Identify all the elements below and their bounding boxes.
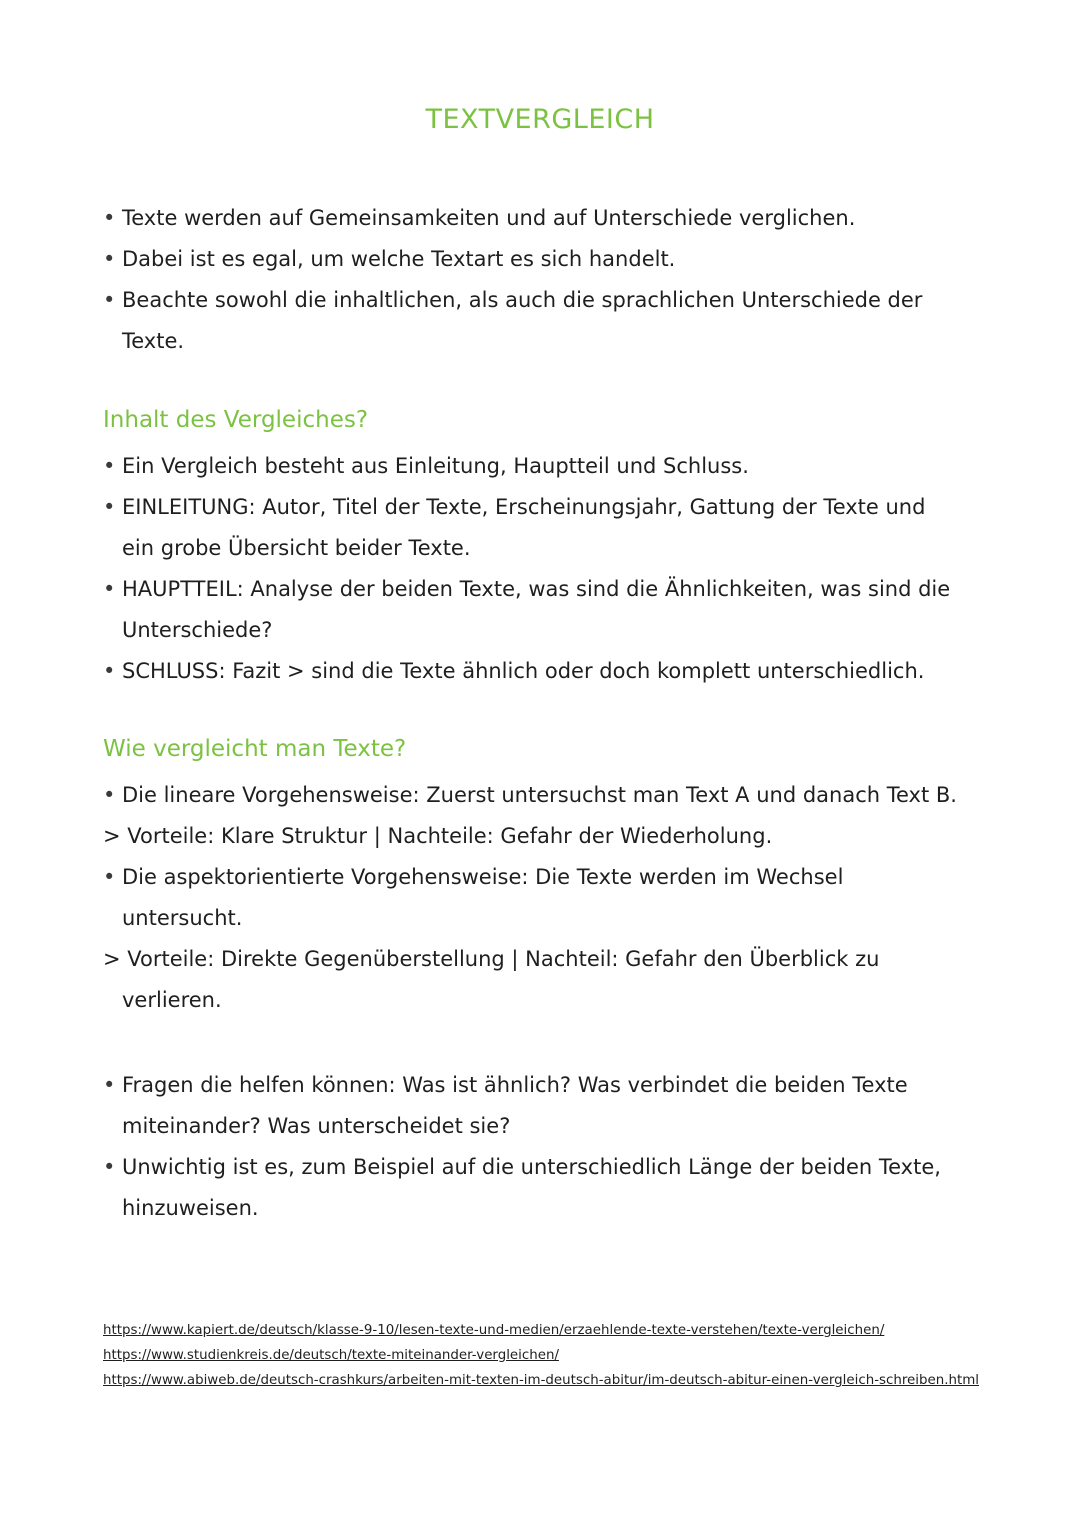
intro-list [103, 198, 983, 362]
section-inhalt-list [103, 446, 983, 692]
bullet-icon: • [103, 206, 116, 230]
source-link-studienkreis[interactable]: https://www.studienkreis.de/deutsch/texte-miteinander-vergleichen/ [103, 1348, 559, 1363]
bullet-icon: • [103, 288, 116, 312]
bullet-icon: • [103, 1155, 116, 1179]
list-item-continuation: hinzuweisen. [122, 1196, 259, 1220]
source-link-abiweb[interactable]: https://www.abiweb.de/deutsch-crashkurs/arbeiten-mit-texten-im-deutsch-abitur/im-deutsch-abitur-einen-vergleich-schreiben.html [103, 1373, 979, 1388]
list-item: • Die aspektorientierte Vorgehensweise: Die Texte werden im Wechsel [103, 857, 983, 898]
list-item: • Unwichtig ist es, zum Beispiel auf die unterschiedlich Länge der beiden Texte, [103, 1147, 983, 1188]
section-heading-wie: Wie vergleicht man Texte? [103, 736, 407, 762]
list-item: • Fragen die helfen können: Was ist ähnlich? Was verbindet die beiden Texte [103, 1065, 983, 1106]
list-item: • EINLEITUNG: Autor, Titel der Texte, Erscheinungsjahr, Gattung der Texte und [103, 487, 983, 528]
source-link-kapiert[interactable]: https://www.kapiert.de/deutsch/klasse-9-10/lesen-texte-und-medien/erzaehlende-texte-verstehen/texte-vergleichen/ [103, 1323, 885, 1338]
list-item: • Ein Vergleich besteht aus Einleitung, Hauptteil und Schluss. [103, 446, 983, 487]
bullet-icon: • [103, 495, 116, 519]
list-item-continuation: Unterschiede? [122, 618, 273, 642]
list-item-continuation: verlieren. [122, 988, 222, 1012]
list-item-continuation: ein grobe Übersicht beider Texte. [122, 536, 471, 560]
list-item: • SCHLUSS: Fazit > sind die Texte ähnlich oder doch komplett unterschiedlich. [103, 651, 983, 692]
list-item-continuation: Texte. [122, 329, 185, 353]
section-fragen-list [103, 1065, 983, 1229]
bullet-icon: • [103, 783, 116, 807]
list-item: • Dabei ist es egal, um welche Textart es sich handelt. [103, 239, 983, 280]
bullet-icon: • [103, 247, 116, 271]
list-item: • Beachte sowohl die inhaltlichen, als auch die sprachlichen Unterschiede der [103, 280, 983, 321]
section-heading-inhalt: Inhalt des Vergleiches? [103, 407, 369, 433]
list-item-continuation: untersucht. [122, 906, 243, 930]
list-item: • HAUPTTEIL: Analyse der beiden Texte, was sind die Ähnlichkeiten, was sind die [103, 569, 983, 610]
list-item-continuation: miteinander? Was unterscheidet sie? [122, 1114, 511, 1138]
list-note: > Vorteile: Klare Struktur | Nachteile: Gefahr der Wiederholung. [103, 824, 773, 848]
bullet-icon: • [103, 577, 116, 601]
list-item: • Texte werden auf Gemeinsamkeiten und auf Unterschiede verglichen. [103, 198, 983, 239]
page-title: TEXTVERGLEICH [425, 104, 655, 135]
section-wie-list [103, 775, 983, 1021]
source-links [103, 1318, 979, 1393]
bullet-icon: • [103, 454, 116, 478]
bullet-icon: • [103, 659, 116, 683]
bullet-icon: • [103, 865, 116, 889]
list-note: > Vorteile: Direkte Gegenüberstellung | Nachteil: Gefahr den Überblick zu [103, 947, 880, 971]
list-item: • Die lineare Vorgehensweise: Zuerst untersuchst man Text A und danach Text B. [103, 775, 983, 816]
bullet-icon: • [103, 1073, 116, 1097]
